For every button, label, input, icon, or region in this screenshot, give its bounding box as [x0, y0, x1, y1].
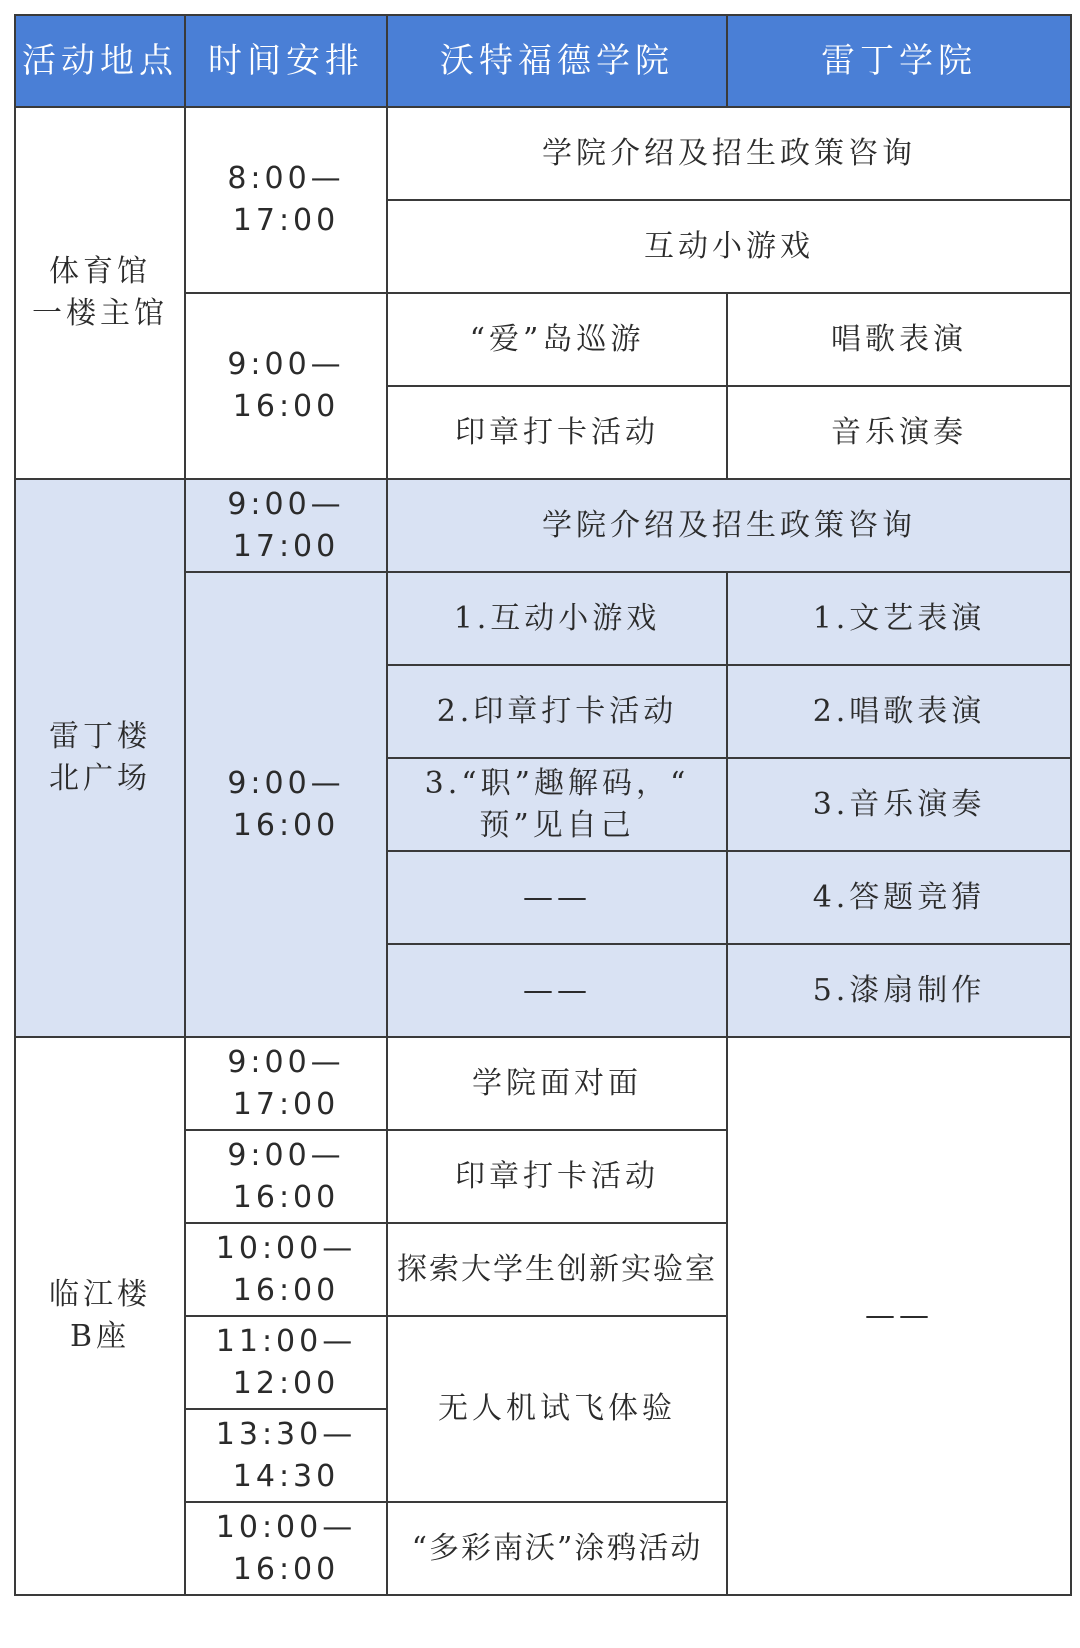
- watford-activity-cell: 探索大学生创新实验室: [387, 1223, 727, 1316]
- location-cell: [15, 479, 185, 1037]
- header-watford-college: 沃特福德学院: [387, 15, 727, 107]
- watford-activity-cell: 学院面对面: [387, 1037, 727, 1130]
- watford-activity-cell: ——: [387, 944, 727, 1037]
- location-line: 北广场: [49, 761, 151, 796]
- table-row: [15, 479, 1071, 572]
- reading-activity-cell: 3.音乐演奏: [727, 758, 1071, 851]
- activity-cell-merged: 学院介绍及招生政策咨询: [387, 107, 1071, 200]
- time-cell: 9:00—17:00: [185, 479, 387, 572]
- activity-line: 预”见自己: [479, 807, 635, 843]
- reading-activity-cell: 2.唱歌表演: [727, 665, 1071, 758]
- time-cell: 11:00—12:00: [185, 1316, 387, 1409]
- activity-cell-merged: 互动小游戏: [387, 200, 1071, 293]
- watford-activity-cell: ——: [387, 851, 727, 944]
- activity-line: 3.“职”趣解码，“: [424, 765, 690, 801]
- location-line: 体育馆: [49, 254, 151, 289]
- table-row: [15, 1037, 1071, 1130]
- location-cell: [15, 1037, 185, 1595]
- watford-activity-cell: “爱”岛巡游: [387, 293, 727, 386]
- time-cell: 9:00—16:00: [185, 572, 387, 1037]
- location-cell: [15, 107, 185, 479]
- watford-activity-cell: 印章打卡活动: [387, 1130, 727, 1223]
- location-line: B座: [69, 1319, 131, 1354]
- watford-activity-cell: 2.印章打卡活动: [387, 665, 727, 758]
- watford-activity-cell: “多彩南沃”涂鸦活动: [387, 1502, 727, 1595]
- time-cell: 9:00—16:00: [185, 1130, 387, 1223]
- schedule-table: [14, 14, 1072, 1596]
- watford-activity-cell: 印章打卡活动: [387, 386, 727, 479]
- time-cell: 9:00—17:00: [185, 1037, 387, 1130]
- time-cell: 9:00—16:00: [185, 293, 387, 479]
- header-reading-college: 雷丁学院: [727, 15, 1071, 107]
- header-time: 时间安排: [185, 15, 387, 107]
- watford-activity-cell: 无人机试飞体验: [387, 1316, 727, 1502]
- reading-activity-cell: 唱歌表演: [727, 293, 1071, 386]
- location-line: 雷丁楼: [49, 719, 151, 754]
- header-row: [15, 15, 1071, 107]
- reading-activity-cell: 5.漆扇制作: [727, 944, 1071, 1037]
- reading-activity-cell: ——: [727, 1037, 1071, 1595]
- time-cell: 10:00—16:00: [185, 1223, 387, 1316]
- location-line: 临江楼: [49, 1277, 151, 1312]
- time-cell: 10:00—16:00: [185, 1502, 387, 1595]
- activity-cell-merged: 学院介绍及招生政策咨询: [387, 479, 1071, 572]
- header-location: 活动地点: [15, 15, 185, 107]
- watford-activity-cell: [387, 758, 727, 851]
- watford-activity-cell: 1.互动小游戏: [387, 572, 727, 665]
- reading-activity-cell: 1.文艺表演: [727, 572, 1071, 665]
- time-cell: 8:00—17:00: [185, 107, 387, 293]
- table-row: [15, 107, 1071, 200]
- reading-activity-cell: 音乐演奏: [727, 386, 1071, 479]
- location-line: 一楼主馆: [32, 296, 168, 331]
- time-cell: 13:30—14:30: [185, 1409, 387, 1502]
- reading-activity-cell: 4.答题竞猜: [727, 851, 1071, 944]
